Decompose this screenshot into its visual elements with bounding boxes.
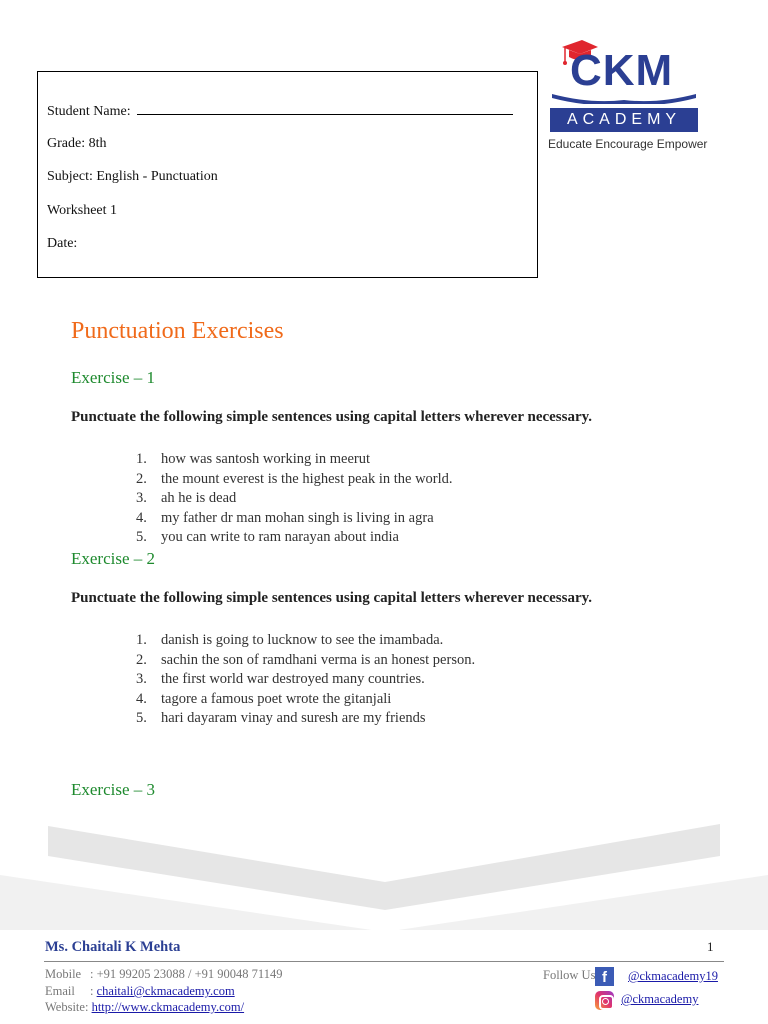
facebook-icon[interactable]: f [595,967,614,986]
list-item: 2. the mount everest is the highest peak in the world. [136,470,453,487]
list-item: 3. the first world war destroyed many countries. [136,671,425,688]
list-item: 1. danish is going to lucknow to see the imambada. [136,632,444,648]
website-label: Website: [45,1000,89,1014]
footer-email: Email : chaitali@ckmacademy.com [45,984,235,998]
logo-tagline: Educate Encourage Empower [548,137,708,151]
list-item: 5. you can write to ram narayan about india [136,529,399,546]
student-info-box [37,71,538,278]
exercise-2-instruction: Punctuate the following simple sentences using capital letters wherever necessary. [71,590,593,606]
subject-text: Subject: English - Punctuation [47,169,218,184]
exercise-2-title: Exercise – 2 [71,549,156,568]
follow-us-label: Follow Us [543,968,596,982]
instagram-icon[interactable] [595,991,614,1010]
exercise-3-title: Exercise – 3 [71,780,156,799]
exercise-1-title: Exercise – 1 [71,368,156,387]
website-link[interactable]: http://www.ckmacademy.com/ [91,1000,245,1014]
list-item: 4. tagore a famous poet wrote the gitanjali [136,690,392,707]
list-item: 3. ah he is dead [136,490,237,507]
list-item: 4. my father dr man mohan singh is living in agra [136,509,434,526]
footer-author-name: Ms. Chaitali K Mehta [45,939,181,955]
email-label: Email [45,984,75,998]
email-link[interactable]: chaitali@ckmacademy.com [96,984,235,998]
logo-ckm-text: CKM [570,46,674,95]
student-name-row [47,103,513,120]
list-item: 2. sachin the son of ramdhani verma is an honest person. [136,651,476,668]
date-label: Date: [47,236,78,251]
footer-website [45,1000,244,1015]
mobile-value: : +91 99205 23088 / +91 90048 71149 [90,967,283,981]
instagram-handle-link[interactable]: @ckmacademy [621,992,699,1006]
page-title: Punctuation Exercises [71,318,284,344]
student-name-label: Student Name: [47,104,131,119]
page-number: 1 [707,939,714,954]
footer-decoration [0,820,768,930]
logo-book-arc [550,92,698,104]
facebook-handle-link[interactable]: @ckmacademy19 [628,969,718,983]
list-item: 1. how was santosh working in meerut [136,451,371,467]
logo-academy-bar: ACADEMY [550,108,698,132]
mobile-label: Mobile [45,967,82,981]
worksheet-text: Worksheet 1 [47,203,118,218]
footer-divider [44,961,724,962]
exercise-1-list [136,451,453,549]
list-item: 5. hari dayaram vinay and suresh are my friends [136,710,426,727]
exercise-2-list [136,632,475,730]
grade-text: Grade: 8th [47,136,107,151]
exercise-1-instruction: Punctuate the following simple sentences using capital letters wherever necessary. [71,409,593,425]
student-name-blank[interactable] [137,103,513,115]
footer-mobile [45,967,282,982]
ckm-academy-logo [546,36,706,154]
